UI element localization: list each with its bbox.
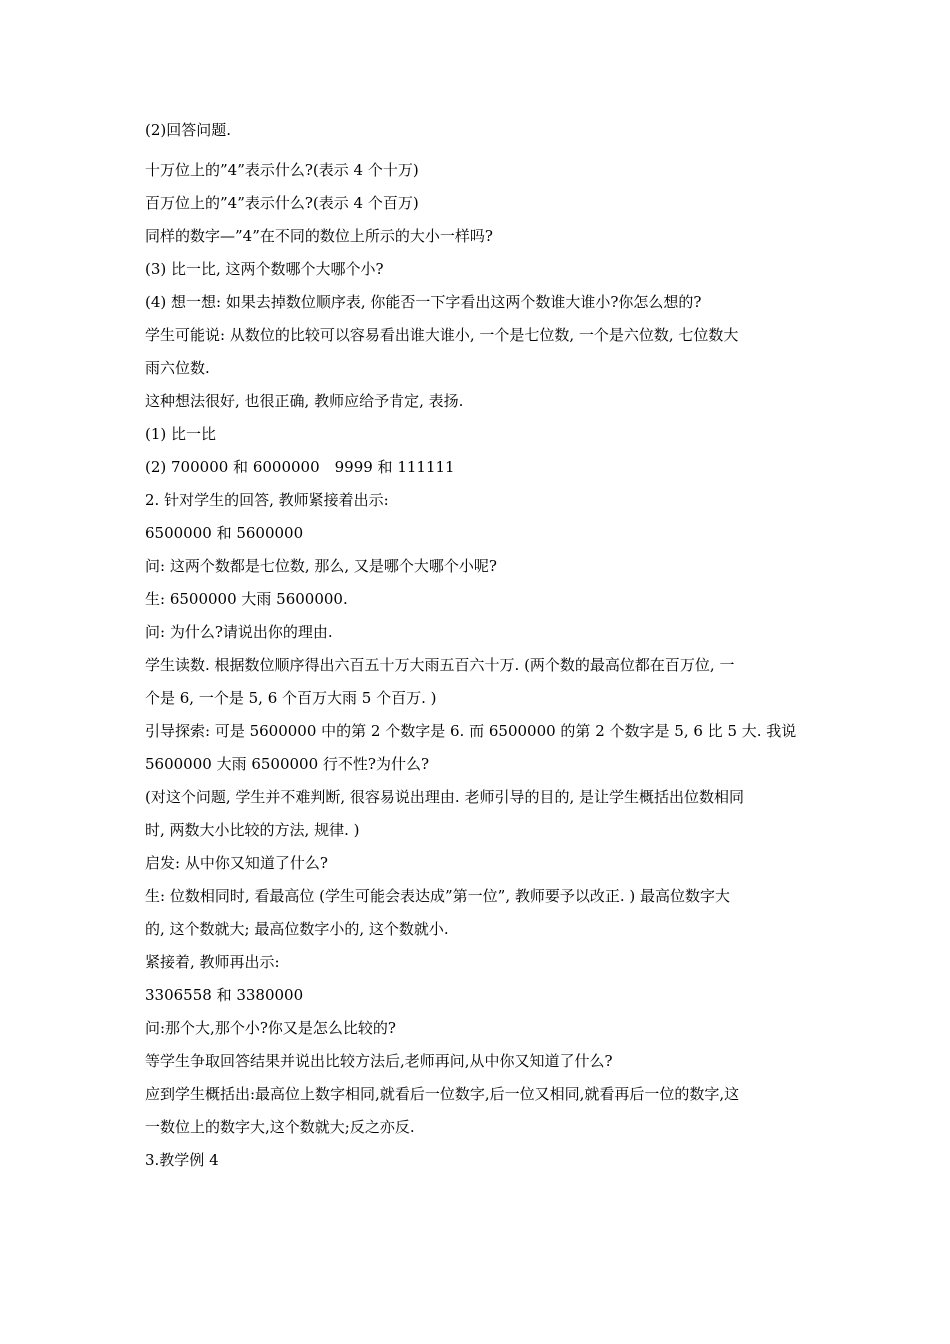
- text-line-10: (1) 比一比: [145, 425, 217, 443]
- text-line-1: (2)回答问题.: [145, 121, 232, 139]
- text-line-19: 引导探索: 可是 5600000 中的第 2 个数字是 6. 而 6500000 的第 2 个数字是 5, 6 比 5 大. 我说: [145, 722, 797, 740]
- text-line-22: 时, 两数大小比较的方法, 规律. ): [145, 821, 360, 839]
- text-line-27: 3306558 和 3380000: [145, 986, 304, 1004]
- text-line-24: 生: 位数相同时, 看最高位 (学生可能会表达成”第一位”, 教师要予以改正. ) 最高位数字大: [145, 887, 731, 905]
- document-body: [145, 120, 825, 1170]
- text-line-9: 这种想法很好, 也很正确, 教师应给予肯定, 表扬.: [145, 392, 464, 410]
- text-line-2: 十万位上的”4”表示什么?(表示 4 个十万): [145, 161, 419, 179]
- text-line-3: 百万位上的”4”表示什么?(表示 4 个百万): [145, 194, 419, 212]
- text-line-4: 同样的数字—”4”在不同的数位上所示的大小一样吗?: [145, 227, 493, 245]
- text-line-21: (对这个问题, 学生并不难判断, 很容易说出理由. 老师引导的目的, 是让学生概括出位数相同: [145, 788, 745, 806]
- text-line-8: 雨六位数.: [145, 359, 210, 377]
- text-line-6: (4) 想一想: 如果去掉数位顺序表, 你能否一下字看出这两个数谁大谁小?你怎么想的?: [145, 293, 702, 311]
- text-line-16: 问: 为什么?请说出你的理由.: [145, 623, 333, 641]
- text-line-25: 的, 这个数就大; 最高位数字小的, 这个数就小.: [145, 920, 449, 938]
- text-line-7: 学生可能说: 从数位的比较可以容易看出谁大谁小, 一个是七位数, 一个是六位数, 七位数大: [145, 326, 739, 344]
- text-line-28: 问:那个大,那个小?你又是怎么比较的?: [145, 1019, 396, 1037]
- text-line-14: 问: 这两个数都是七位数, 那么, 又是哪个大哪个小呢?: [145, 557, 497, 575]
- text-line-29: 等学生争取回答结果并说出比较方法后,老师再问,从中你又知道了什么?: [145, 1052, 613, 1070]
- text-line-18: 个是 6, 一个是 5, 6 个百万大雨 5 个百万. ): [145, 689, 437, 707]
- text-line-13: 6500000 和 5600000: [145, 524, 304, 542]
- text-line-30: 应到学生概括出:最高位上数字相同,就看后一位数字,后一位又相同,就看再后一位的数字,这: [145, 1085, 740, 1103]
- text-line-32: 3.教学例 4: [145, 1151, 219, 1169]
- text-line-26: 紧接着, 教师再出示:: [145, 953, 280, 971]
- text-line-11: (2) 700000 和 6000000 9999 和 111111: [145, 458, 455, 476]
- text-line-31: 一数位上的数字大,这个数就大;反之亦反.: [145, 1118, 415, 1136]
- text-line-17: 学生读数. 根据数位顺序得出六百五十万大雨五百六十万. (两个数的最高位都在百万位, 一: [145, 656, 735, 674]
- text-line-15: 生: 6500000 大雨 5600000.: [145, 590, 348, 608]
- text-line-5: (3) 比一比, 这两个数哪个大哪个小?: [145, 260, 384, 278]
- text-line-23: 启发: 从中你又知道了什么?: [145, 854, 328, 872]
- text-line-20: 5600000 大雨 6500000 行不性?为什么?: [145, 755, 429, 773]
- text-line-12: 2. 针对学生的回答, 教师紧接着出示:: [145, 491, 389, 509]
